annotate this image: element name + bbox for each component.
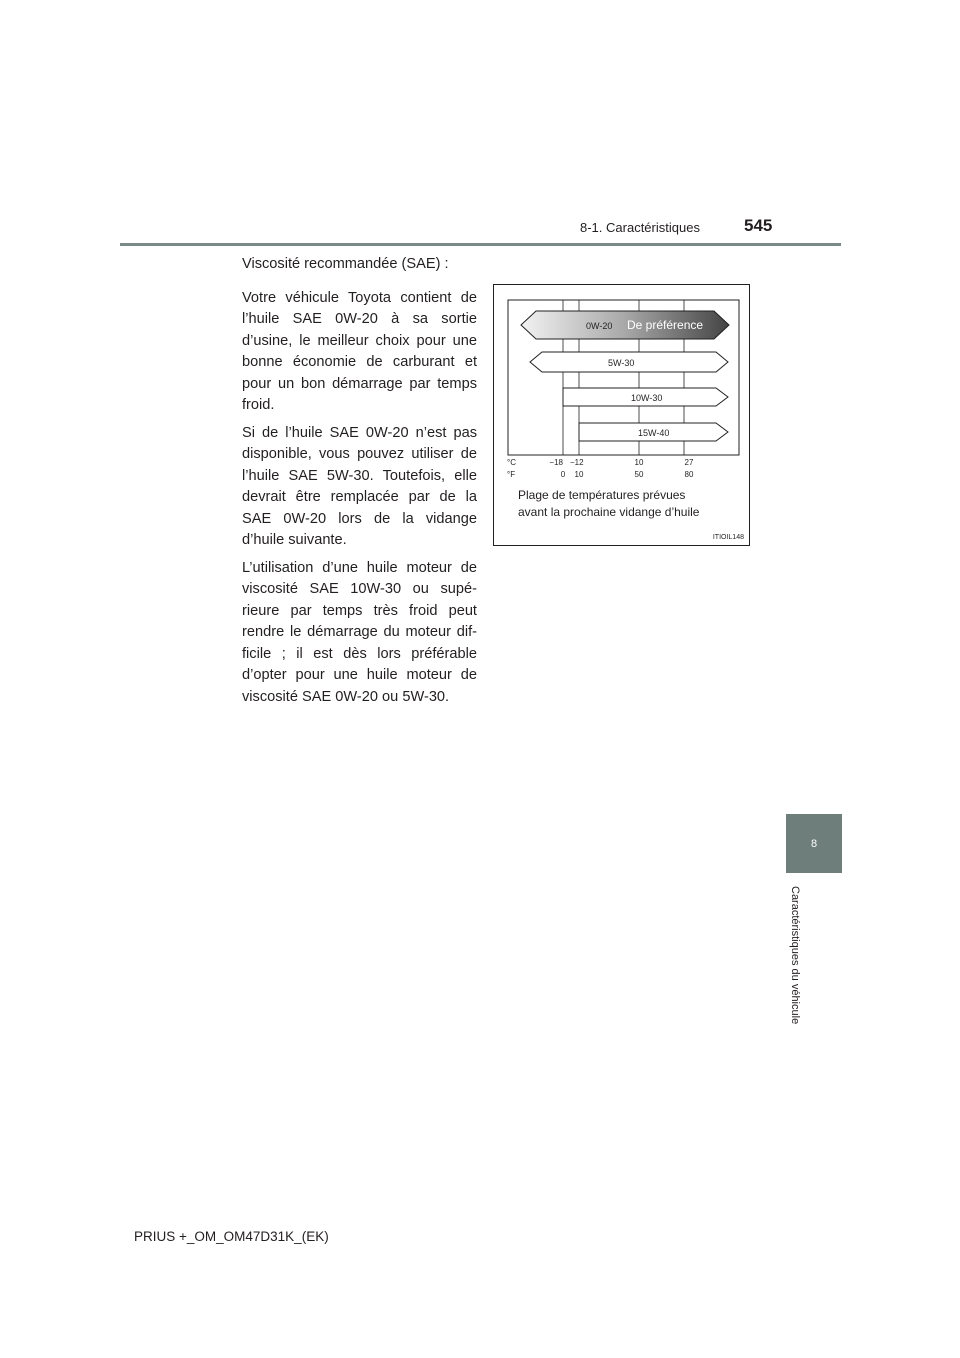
tick-c-27: 27 [684, 458, 694, 467]
header-rule [120, 243, 841, 246]
lead-line: Viscosité recommandée (SAE) : [242, 256, 449, 272]
tick-c-10: 10 [634, 458, 644, 467]
tick-f-80: 80 [684, 470, 694, 479]
label-10w30: 10W-30 [631, 393, 663, 403]
label-0w20: 0W-20 [586, 321, 613, 331]
page-number: 545 [744, 216, 773, 235]
label-5w30: 5W-30 [608, 358, 635, 368]
paragraph-3: L’utilisation d’une huile moteur de viscosité SAE 10W-30 ou supé-rieure par temps très froid peut rendre le démarrage du moteur dif-ficile ; il est dès lors préférable d’opter pour une huile moteur de viscosité SAE 0W-20 ou 5W-30. [242, 559, 477, 705]
footer-doc-code: PRIUS +_OM_OM47D31K_(EK) [134, 1229, 329, 1244]
tick-f-50: 50 [634, 470, 644, 479]
paragraph-1: Votre véhicule Toyota contient de l’huile SAE 0W-20 à sa sortie d’usine, le meilleur choix pour une bonne économie de carburant et pour un bon démarrage par temps froid. [242, 289, 477, 413]
section-title: 8-1. Caractéristiques [580, 220, 700, 235]
chapter-tab [786, 814, 842, 873]
chapter-title: Caractéristiques du véhicule [789, 886, 801, 1025]
paragraph-2: Si de l’huile SAE 0W-20 n’est pas disponible, vous pouvez utiliser de l’huile SAE 5W-30. Toutefois, elle devrait être remplacée par de la SAE 0W-20 lors de la vidange d’huile suivante. [242, 424, 477, 548]
viscosity-figure [493, 284, 750, 546]
figure-caption [518, 487, 699, 521]
tick-f-10: 10 [574, 470, 584, 479]
tick-c-minus18: −18 [549, 458, 563, 467]
unit-celsius: °C [507, 458, 516, 467]
tick-c-minus12: −12 [570, 458, 584, 467]
chapter-number: 8 [810, 837, 818, 850]
label-preference: De préférence [627, 318, 704, 332]
caption-line-2: avant la prochaine vidange d’huile [518, 505, 700, 519]
body-text [242, 254, 477, 714]
unit-fahrenheit: °F [507, 470, 516, 479]
chapter-side-label [765, 886, 825, 1056]
label-15w40: 15W-40 [638, 428, 670, 438]
tick-f-0: 0 [560, 470, 566, 479]
figure-code: ITIOIL148 [712, 534, 744, 541]
caption-line-1: Plage de températures prévues [518, 488, 686, 502]
